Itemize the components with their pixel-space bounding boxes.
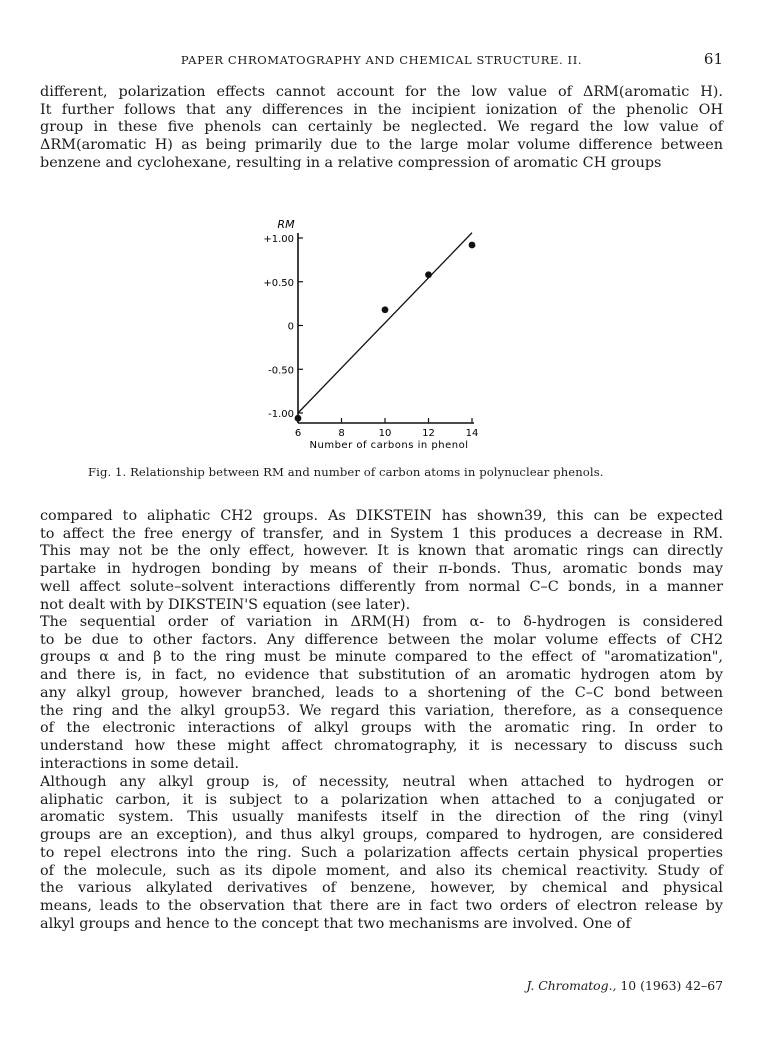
data-point (295, 415, 302, 422)
running-head (40, 50, 723, 70)
journal-citation (526, 978, 723, 993)
x-axis-label: Number of carbons in phenol (309, 440, 469, 451)
paragraph-1 (40, 508, 723, 614)
paragraph-2-line: the ring and the alkyl group53. We regard this variation, therefore, as a consequence (40, 702, 723, 719)
paragraph-3-line: the various alkylated derivatives of benzene, however, by chemical and physical (40, 880, 723, 897)
paragraph-2-line: The sequential order of variation in ΔRM(H) from α- to δ-hydrogen is considered (40, 614, 723, 630)
paragraph-2-line: to be due to other factors. Any difference between the molar volume effects of CH2 (40, 631, 723, 648)
figure-1 (240, 213, 530, 458)
y-tick-label: -1.00 (268, 409, 294, 420)
paragraph-top (40, 84, 723, 173)
paragraph-2-line: of the electronic interactions of alkyl groups with the aromatic ring. In order to (40, 720, 723, 737)
paragraph-2-line: any alkyl group, however branched, leads to a shortening of the C–C bond between (40, 684, 723, 701)
y-tick-label: 0 (287, 321, 294, 333)
paragraph-top-line: benzene and cyclohexane, resulting in a relative compression of aromatic CH groups (40, 154, 662, 171)
paragraph-3-line: Although any alkyl group is, of necessity, neutral when attached to hydrogen or (40, 774, 723, 790)
paragraph-3 (40, 774, 723, 933)
paragraph-1-line: compared to aliphatic CH2 groups. As DIKSTEIN has shown39, this can be expected (40, 508, 723, 524)
y-axis-label: RM (277, 218, 295, 231)
x-tick-label: 14 (465, 428, 479, 439)
paragraph-top-line: It further follows that any differences in the incipient ionization of the phenolic OH (40, 101, 723, 118)
data-point (382, 306, 389, 313)
paragraph-1-line: well affect solute–solvent interactions differently from normal C–C bonds, in a manner (40, 578, 723, 595)
paragraph-top-line: different, polarization effects cannot account for the low value of ΔRM(aromatic H). (40, 84, 723, 100)
paragraph-1-line: not dealt with by DIKSTEIN'S equation (see later). (40, 596, 411, 613)
paragraph-2 (40, 614, 723, 773)
paragraph-3-line: of the molecule, such as its dipole moment, and also its chemical reactivity. Study of (40, 862, 723, 879)
paragraph-top-line: group in these five phenols can certainly be neglected. We regard the low value of (40, 119, 723, 136)
data-point (469, 242, 476, 249)
x-tick-label: 10 (378, 428, 392, 439)
paragraph-2-line: and there is, in fact, no evidence that substitution of an aromatic hydrogen atom by (40, 667, 723, 684)
paragraph-1-line: to affect the free energy of transfer, and in System 1 this produces a decrease in RM. (40, 525, 723, 542)
journal-volume: 10 (1963) 42–67 (620, 978, 723, 993)
page-number: 61 (703, 50, 723, 68)
paragraph-2-line: understand how these might affect chromatography, it is necessary to discuss such (40, 737, 723, 754)
paragraph-3-line: groups are an exception), and thus alkyl groups, compared to hydrogen, are considered (40, 827, 723, 844)
figure-caption: Fig. 1. Relationship between RM and number of carbon atoms in polynuclear phenols. (88, 465, 604, 479)
running-title: PAPER CHROMATOGRAPHY AND CHEMICAL STRUCTURE. II. (180, 53, 583, 67)
y-tick-label: +0.50 (263, 277, 294, 289)
paragraph-top-line: ΔRM(aromatic H) as being primarily due to the large molar volume difference between (40, 137, 723, 154)
y-tick-label: -0.50 (268, 365, 294, 377)
paragraph-2-line: groups α and β to the ring must be minute compared to the effect of "aromatization", (40, 649, 723, 666)
paragraph-2-line: interactions in some detail. (40, 755, 240, 772)
x-tick-label: 8 (338, 428, 345, 439)
journal-name: J. Chromatog., (526, 978, 617, 993)
paragraph-3-line: to repel electrons into the ring. Such a polarization affects certain physical properties (40, 844, 723, 861)
paragraph-3-line: aliphatic carbon, it is subject to a polarization when attached to a conjugated or (40, 791, 723, 808)
paragraph-3-line: aromatic system. This usually manifests itself in the direction of the ring (vinyl (40, 809, 723, 826)
rm-carbon-chart (240, 213, 530, 458)
paragraph-3-line: means, leads to the observation that there are in fact two orders of electron release by (40, 897, 723, 914)
data-point (425, 271, 432, 278)
paragraph-1-line: partake in hydrogen bonding by means of their π-bonds. Thus, aromatic bonds may (40, 561, 723, 578)
x-tick-label: 6 (294, 428, 302, 439)
x-tick-label: 12 (422, 428, 435, 439)
paragraph-1-line: This may not be the only effect, however. It is known that aromatic rings can directly (40, 543, 723, 560)
fit-line (298, 233, 472, 413)
y-tick-label: +1.00 (263, 234, 294, 245)
paragraph-3-line: alkyl groups and hence to the concept that two mechanisms are involved. One of (40, 915, 631, 932)
